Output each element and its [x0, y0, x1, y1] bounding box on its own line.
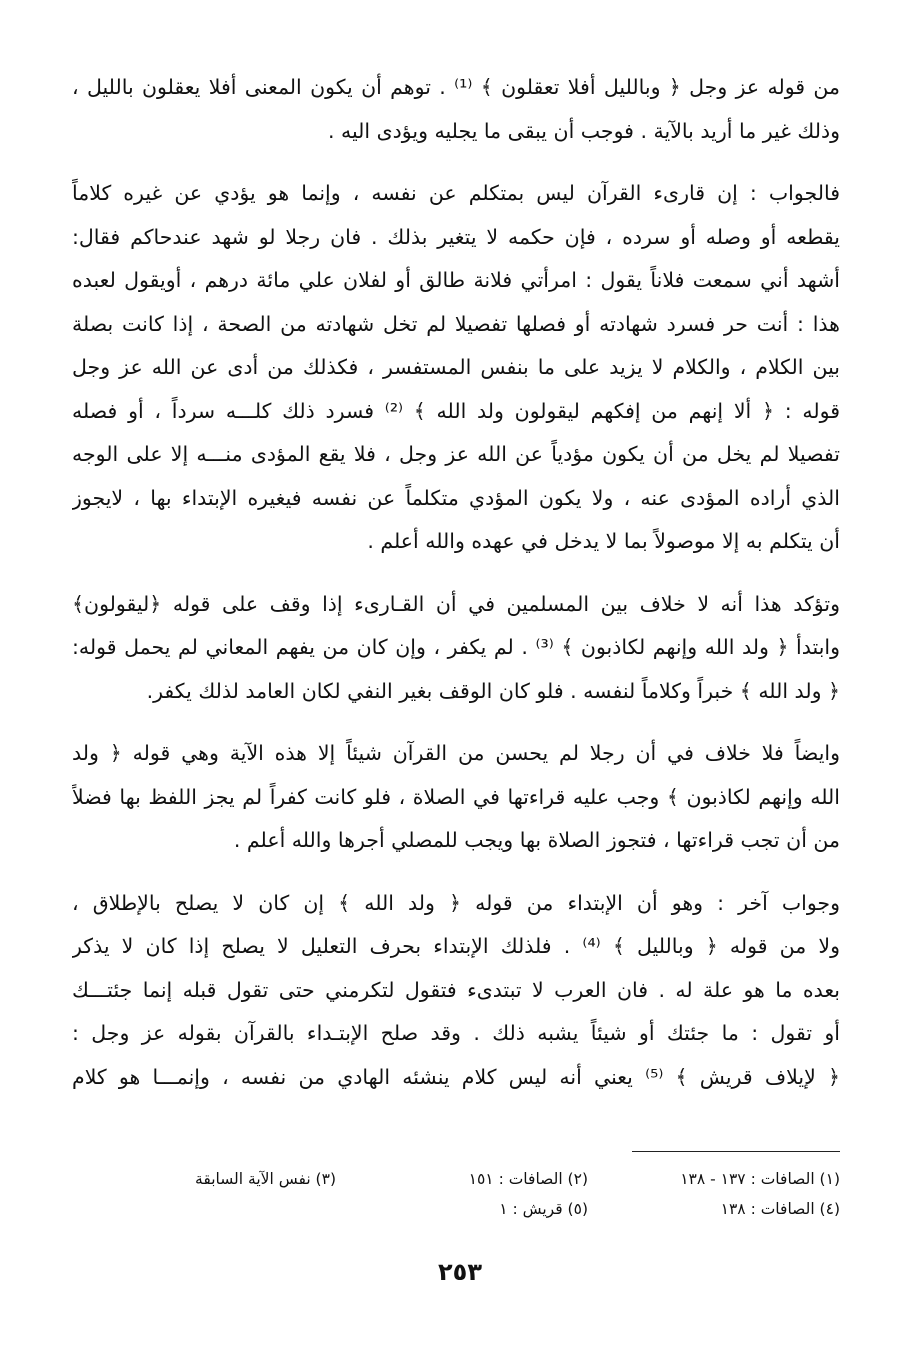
- text-line: أن يتكلم به إلا موصولاً بما لا يدخل في عهده والله أعلم .: [367, 529, 840, 553]
- text-line: ﴿ لإيلاف قريش ﴾ ⁽⁵⁾ يعني أنه ليس كلام ينشئه الهادي من نفسه ، وإنمـــا هو كلام: [72, 1064, 840, 1089]
- text-line: من قوله عز وجل ﴿ وبالليل أفلا تعقلون ﴾ ⁽¹⁾ . توهم أن يكون المعنى أفلا يعقلون بالليل ،: [72, 75, 840, 99]
- text-line: وتؤكد هذا أنه لا خلاف بين المسلمين في أن القـارىء إذا وقف على قوله ﴿ليقولون﴾: [72, 591, 840, 616]
- text-line: بين الكلام ، والكلام لا يزيد على ما بنفس المستفسر ، فكذلك من أدى عن الله عز وجل: [72, 355, 840, 379]
- footnote-2: (٢) الصافات : ١٥١: [468, 1170, 588, 1188]
- footnote-row: [72, 1164, 840, 1194]
- footnote-1: (١) الصافات : ١٣٧ - ١٣٨: [680, 1170, 840, 1188]
- footnotes: [72, 1164, 840, 1224]
- footnote-4: (٤) الصافات : ١٣٨: [720, 1200, 840, 1218]
- text-line: يقطعه أو وصله أو سرده ، فإن حكمه لا يتغير بذلك . فان رجلا لو شهد عندحاكم فقال:: [72, 224, 840, 249]
- paragraph-5: [72, 882, 840, 1100]
- footnote-5: (٥) قريش : ١: [499, 1200, 588, 1218]
- paragraph-1: [72, 66, 840, 153]
- page-body: [72, 66, 840, 1118]
- footnote-row: [72, 1194, 840, 1224]
- text-line: هذا : أنت حر فسرد شهادته أو فصلها تفصيلا لم تخل شهادته من الصحة ، إذا كانت بصلة: [72, 311, 840, 336]
- footnote-divider: [632, 1151, 840, 1152]
- text-line: الله وإنهم لكاذبون ﴾ وجب عليه قراءتها في الصلاة ، فلو كانت كفراً لم يجز اللفظ بها فضلاً: [72, 784, 840, 809]
- text-line: وايضاً فلا خلاف في أن رجلا لم يحسن من القرآن شيئاً إلا هذه الآية وهي قوله ﴿ ولد: [72, 741, 840, 765]
- paragraph-4: [72, 732, 840, 863]
- text-line: تفصيلا لم يخل من أن يكون مؤدياً عن الله عز وجل ، فلا يقع المؤدى منـــه إلا على الوجه: [72, 442, 840, 466]
- text-line: أو تقول : ما جئتك أو شيئاً يشبه ذلك . وقد صلح الإبتـداء بالقرآن بقوله عز وجل :: [72, 1021, 840, 1045]
- text-line: وابتدأ ﴿ ولد الله وإنهم لكاذبون ﴾ ⁽³⁾ . لم يكفر ، وإن كان من يفهم المعاني لم يحمل قوله:: [72, 635, 840, 659]
- footnote-3: (٣) نفس الآية السابقة: [195, 1170, 336, 1188]
- text-line: الذي أراده المؤدى عنه ، ولا يكون المؤدي متكلماً عن نفسه فيغيره الإبتداء بها ، لايجوز: [72, 485, 840, 510]
- text-line: وجواب آخر : وهو أن الإبتداء من قوله ﴿ ولد الله ﴾ إن كان لا يصلح بالإطلاق ،: [72, 890, 840, 915]
- text-line: ﴿ ولد الله ﴾ خبراً وكلاماً لنفسه . فلو كان الوقف بغير النفي لكان العامد لذلك يكفر.: [146, 678, 840, 703]
- text-line: وذلك غير ما أريد بالآية . فوجب أن يبقى ما يجليه ويؤدى اليه .: [327, 118, 840, 143]
- text-line: قوله : ﴿ ألا إنهم من إفكهم ليقولون ولد الله ﴾ ⁽²⁾ فسرد ذلك كلـــه سرداً ، أو فصله: [72, 398, 840, 423]
- text-line: من أن تجب قراءتها ، فتجوز الصلاة بها ويجب للمصلي أجرها والله أعلم .: [233, 828, 840, 852]
- page-number: ٢٥٣: [438, 1258, 482, 1286]
- footnote-empty: [72, 1194, 336, 1224]
- text-line: ولا من قوله ﴿ وبالليل ﴾ ⁽⁴⁾ . فلذلك الإبتداء بحرف التعليل لا يصلح إذا كان لا يذكر: [72, 934, 840, 958]
- text-line: بعده ما هو علة له . فان العرب لا تبتدىء فتقول لتكرمني حتى تقول قبله إنما جئتـــك: [72, 977, 840, 1002]
- text-line: فالجواب : إن قارىء القرآن ليس بمتكلم عن نفسه ، وإنما هو يؤدي عن غيره كلاماً: [72, 181, 840, 205]
- text-line: أشهد أني سمعت فلاناً يقول : امرأتي فلانة طالق أو لفلان علي مائة درهم ، أويقول لعبده: [72, 268, 840, 292]
- paragraph-3: [72, 583, 840, 714]
- paragraph-2: [72, 172, 840, 564]
